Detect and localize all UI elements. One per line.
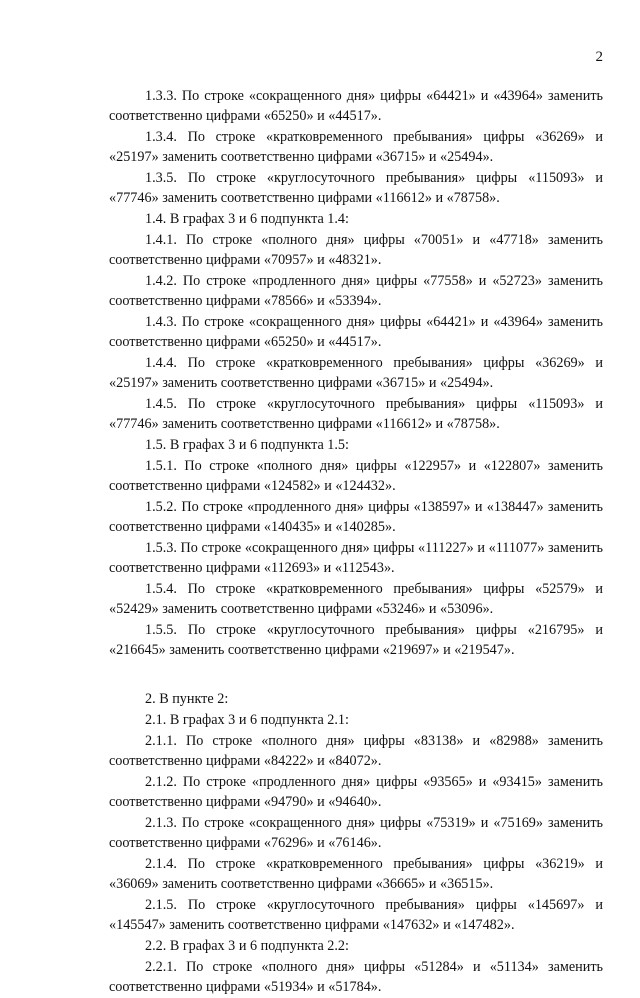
amendment-paragraph: 1.4.1. По строке «полного дня» цифры «70051» и «47718» заменить соответственно цифрами «70957» и «48321». xyxy=(109,232,603,268)
amendment-paragraph: 2.2.1. По строке «полного дня» цифры «51284» и «51134» заменить соответственно цифрами «51934» и «51784». xyxy=(109,959,603,995)
amendment-paragraph: 2.1.5. По строке «круглосуточного пребывания» цифры «145697» и «145547» заменить соответственно цифрами «147632» и «147482». xyxy=(109,897,603,933)
amendment-paragraph: 1.5.1. По строке «полного дня» цифры «122957» и «122807» заменить соответственно цифрами «124582» и «124432». xyxy=(109,458,603,494)
page-number: 2 xyxy=(595,49,603,65)
amendment-paragraph: 1.5.3. По строке «сокращенного дня» цифры «111227» и «111077» заменить соответственно цифрами «112693» и «112543». xyxy=(109,540,603,576)
amendment-paragraph: 2.1.1. По строке «полного дня» цифры «83138» и «82988» заменить соответственно цифрами «84222» и «84072». xyxy=(109,733,603,769)
amendment-paragraph: 1.5.5. По строке «круглосуточного пребывания» цифры «216795» и «216645» заменить соответственно цифрами «219697» и «219547». xyxy=(109,622,603,658)
amendment-paragraph: 1.3.5. По строке «круглосуточного пребывания» цифры «115093» и «77746» заменить соответственно цифрами «116612» и «78758». xyxy=(109,170,603,206)
amendment-paragraph: 1.4.5. По строке «круглосуточного пребывания» цифры «115093» и «77746» заменить соответственно цифрами «116612» и «78758». xyxy=(109,396,603,432)
amendment-paragraph: 2.1.2. По строке «продленного дня» цифры «93565» и «93415» заменить соответственно цифрами «94790» и «94640». xyxy=(109,774,603,810)
amendment-paragraph: 1.3.4. По строке «кратковременного пребывания» цифры «36269» и «25197» заменить соответственно цифрами «36715» и «25494». xyxy=(109,129,603,165)
amendment-paragraph: 1.4.4. По строке «кратковременного пребывания» цифры «36269» и «25197» заменить соответственно цифрами «36715» и «25494». xyxy=(109,355,603,391)
section-heading: 1.5. В графах 3 и 6 подпункта 1.5: xyxy=(145,437,349,453)
amendment-paragraph: 2.1.4. По строке «кратковременного пребывания» цифры «36219» и «36069» заменить соответственно цифрами «36665» и «36515». xyxy=(109,856,603,892)
paragraph-spacer xyxy=(109,661,603,689)
amendment-paragraph: 1.5.4. По строке «кратковременного пребывания» цифры «52579» и «52429» заменить соответственно цифрами «53246» и «53096». xyxy=(109,581,603,617)
section-heading: 2.1. В графах 3 и 6 подпункта 2.1: xyxy=(145,712,349,728)
amendment-paragraph: 1.5.2. По строке «продленного дня» цифры «138597» и «138447» заменить соответственно цифрами «140435» и «140285». xyxy=(109,499,603,535)
section-heading: 2.2. В графах 3 и 6 подпункта 2.2: xyxy=(145,938,349,954)
document-body xyxy=(109,86,603,998)
amendment-paragraph: 1.4.3. По строке «сокращенного дня» цифры «64421» и «43964» заменить соответственно цифрами «65250» и «44517». xyxy=(109,314,603,350)
amendment-paragraph: 2.1.3. По строке «сокращенного дня» цифры «75319» и «75169» заменить соответственно цифрами «76296» и «76146». xyxy=(109,815,603,851)
amendment-paragraph: 1.3.3. По строке «сокращенного дня» цифры «64421» и «43964» заменить соответственно цифрами «65250» и «44517». xyxy=(109,88,603,124)
section-heading: 1.4. В графах 3 и 6 подпункта 1.4: xyxy=(145,211,349,227)
amendment-paragraph: 1.4.2. По строке «продленного дня» цифры «77558» и «52723» заменить соответственно цифрами «78566» и «53394». xyxy=(109,273,603,309)
section-heading: 2. В пункте 2: xyxy=(145,691,229,707)
